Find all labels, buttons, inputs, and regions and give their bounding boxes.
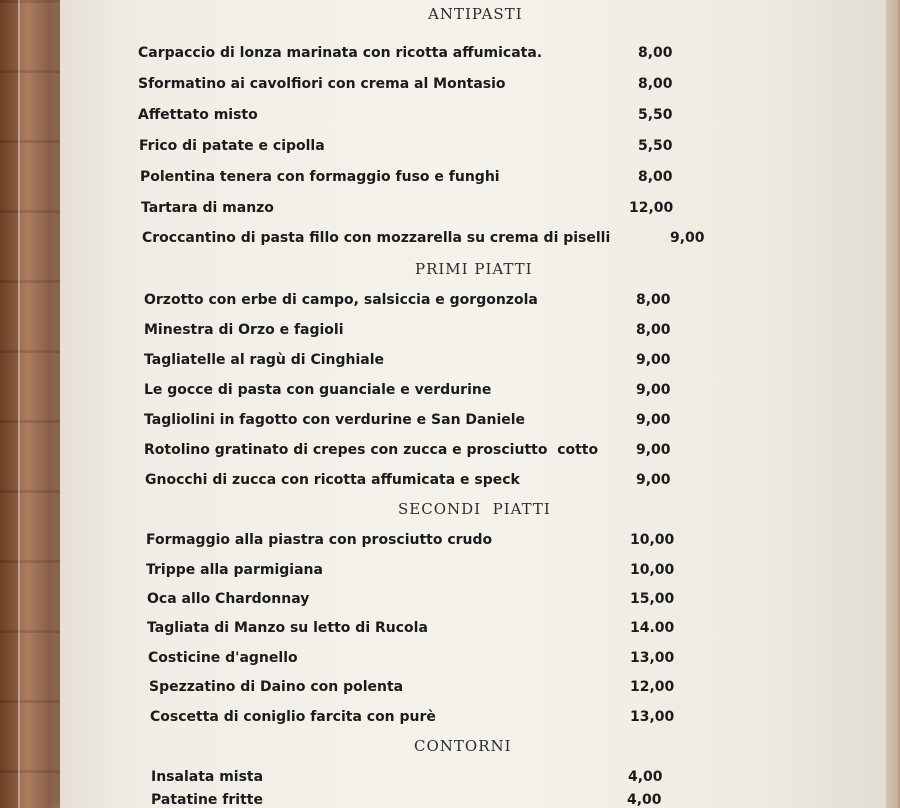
menu-page	[60, 0, 886, 808]
item-name: Frico di patate e cipolla	[139, 138, 325, 154]
item-name: Tagliatelle al ragù di Cinghiale	[144, 352, 385, 368]
item-price: 13,00	[630, 709, 675, 725]
item-price: 13,00	[630, 650, 675, 666]
item-name: Rotolino gratinato di crepes con zucca e prosciutto cotto	[144, 442, 599, 458]
item-name: Oca allo Chardonnay	[147, 591, 310, 607]
item-price: 10,00	[630, 532, 675, 548]
item-price: 15,00	[630, 591, 675, 607]
item-name: Costicine d'agnello	[148, 650, 298, 666]
item-price: 9,00	[636, 382, 671, 398]
item-name: Le gocce di pasta con guanciale e verdurine	[144, 382, 492, 398]
item-price: 9,00	[636, 352, 671, 368]
item-price: 5,50	[638, 107, 673, 123]
item-name: Patatine fritte	[151, 792, 263, 808]
menu-item	[151, 792, 662, 808]
item-price: 12,00	[630, 679, 675, 695]
item-price: 5,50	[638, 138, 673, 154]
item-name: Tartara di manzo	[141, 200, 274, 216]
item-price: 8,00	[638, 76, 673, 92]
item-price: 10,00	[630, 562, 675, 578]
item-name: Carpaccio di lonza marinata con ricotta affumicata.	[138, 45, 543, 61]
item-name: Minestra di Orzo e fagioli	[144, 322, 344, 338]
item-name: Croccantino di pasta fillo con mozzarella su crema di piselli	[142, 230, 611, 246]
item-price: 12,00	[629, 200, 674, 216]
section-title-primi-piatti: PRIMI PIATTI	[415, 260, 533, 278]
item-price: 4,00	[628, 769, 663, 785]
item-price: 4,00	[627, 792, 662, 808]
item-name: Tagliata di Manzo su letto di Rucola	[147, 620, 428, 636]
section-title-secondi-piatti: SECONDI PIATTI	[398, 500, 551, 518]
item-price: 8,00	[636, 292, 671, 308]
item-price: 8,00	[638, 169, 673, 185]
item-price: 8,00	[636, 322, 671, 338]
item-name: Insalata mista	[151, 769, 264, 785]
item-name: Coscetta di coniglio farcita con purè	[150, 709, 436, 725]
item-name: Spezzatino di Daino con polenta	[149, 679, 404, 695]
item-price: 9,00	[670, 230, 705, 246]
item-name: Orzotto con erbe di campo, salsiccia e gorgonzola	[144, 292, 538, 308]
item-price: 9,00	[636, 442, 671, 458]
item-name: Formaggio alla piastra con prosciutto crudo	[146, 532, 493, 548]
section-title-contorni: CONTORNI	[414, 737, 512, 755]
item-price: 8,00	[638, 45, 673, 61]
item-name: Tagliolini in fagotto con verdurine e San Daniele	[144, 412, 526, 428]
item-name: Affettato misto	[138, 107, 258, 123]
section-title-antipasti: ANTIPASTI	[428, 5, 523, 23]
item-name: Trippe alla parmigiana	[146, 562, 323, 578]
item-price: 9,00	[636, 472, 671, 488]
item-name: Sformatino ai cavolfiori con crema al Montasio	[138, 76, 506, 92]
item-price: 14.00	[630, 620, 675, 636]
item-name: Gnocchi di zucca con ricotta affumicata e speck	[145, 472, 520, 488]
item-price: 9,00	[636, 412, 671, 428]
item-name: Polentina tenera con formaggio fuso e funghi	[140, 169, 500, 185]
